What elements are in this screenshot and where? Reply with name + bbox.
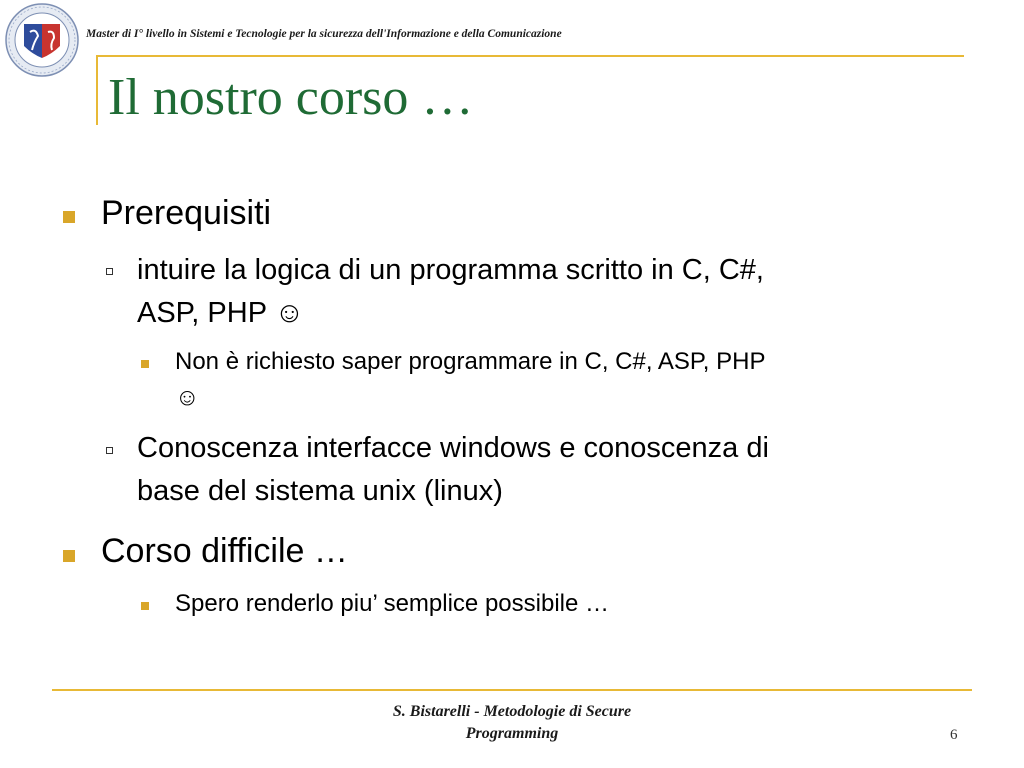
- sub-sub-bullet-spero: Spero renderlo piu’ semplice possibile …: [175, 590, 609, 617]
- bullet-square-icon: [63, 211, 75, 223]
- footer-author: [300, 701, 724, 745]
- footer-line1: S. Bistarelli - Metodologie di Secure: [392, 703, 632, 720]
- sub-sub-bullet-programmare-line1: Non è richiesto saper programmare in C, C#, ASP, PHP: [175, 348, 766, 375]
- bullet-square-icon: [63, 550, 75, 562]
- title-accent-line: [96, 55, 98, 125]
- bullet-corso-difficile: Corso difficile …: [101, 532, 348, 570]
- sub-bullet-logica-line1: intuire la logica di un programma scritto in C, C#,: [137, 254, 764, 286]
- page-number: 6: [950, 727, 958, 743]
- bullet-small-square-icon: [141, 602, 149, 610]
- sub-bullet-conoscenza-line1: Conoscenza interfacce windows e conoscenza di: [137, 432, 769, 464]
- sub-sub-bullet-programmare-line2: ☺: [175, 384, 200, 411]
- bullet-small-square-icon: [141, 360, 149, 368]
- top-divider-line: [96, 55, 964, 57]
- footer-line2: Programming: [465, 725, 559, 742]
- slide-title: Il nostro corso …: [108, 69, 474, 126]
- header-caption: Master di I° livello in Sistemi e Tecnologie per la sicurezza dell'Informazione e della Comunicazione: [86, 28, 562, 40]
- sub-bullet-conoscenza-line2: base del sistema unix (linux): [137, 475, 503, 507]
- bullet-hollow-square-icon: [106, 447, 113, 454]
- university-seal-logo: [4, 2, 80, 78]
- bullet-hollow-square-icon: [106, 268, 113, 275]
- sub-bullet-logica-line2: ASP, PHP ☺: [137, 297, 305, 329]
- bullet-prerequisiti: Prerequisiti: [101, 194, 272, 232]
- bottom-divider-line: [52, 689, 972, 691]
